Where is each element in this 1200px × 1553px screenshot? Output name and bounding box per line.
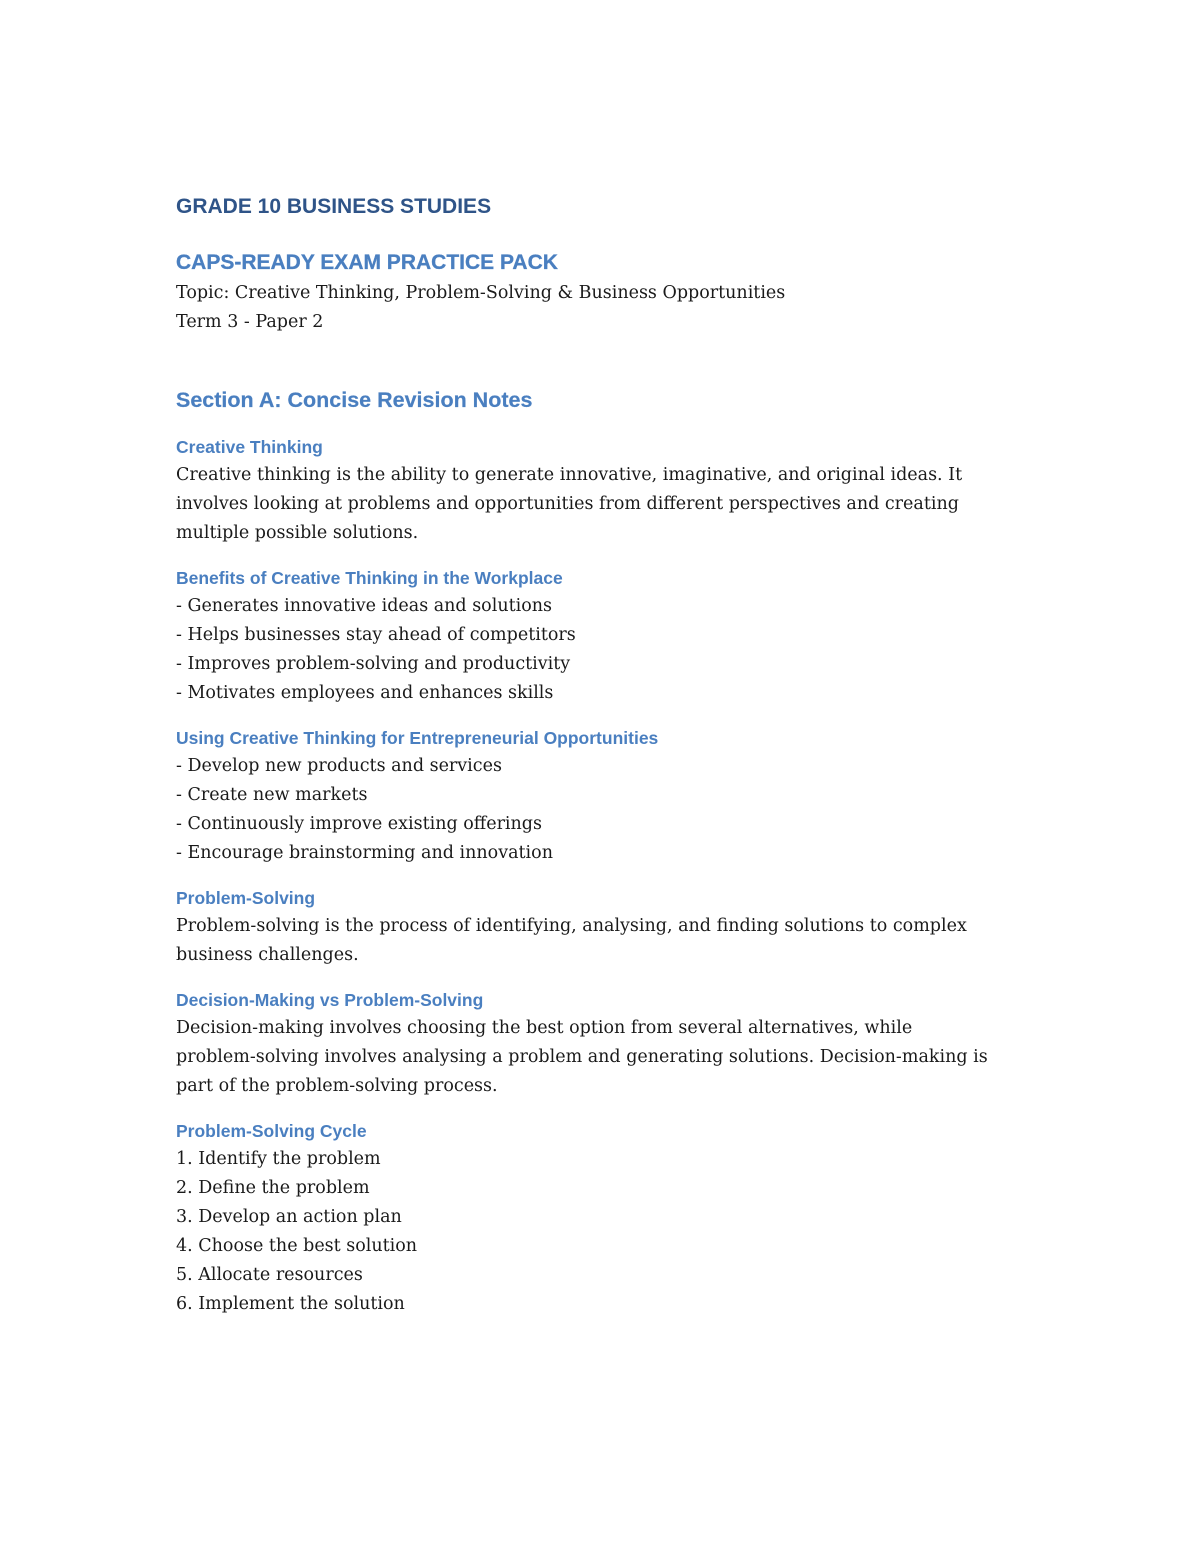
paragraph-line: multiple possible solutions. (176, 523, 419, 543)
problem-solving-paragraph (176, 912, 1056, 970)
cycle-list (176, 1145, 1056, 1319)
decision-vs-problem-heading: Decision-Making vs Problem-Solving (176, 990, 484, 1010)
benefits-list (176, 592, 1056, 708)
document-subtitle: CAPS-READY EXAM PRACTICE PACK (176, 251, 558, 274)
creative-thinking-heading: Creative Thinking (176, 437, 323, 457)
entrepreneurial-list (176, 752, 1056, 868)
list-item: 3. Develop an action plan (176, 1207, 402, 1227)
list-item: - Improves problem-solving and productivity (176, 654, 571, 674)
list-item: 1. Identify the problem (176, 1149, 381, 1169)
list-item: - Create new markets (176, 785, 368, 805)
list-item: - Motivates employees and enhances skills (176, 683, 554, 703)
section-a-heading: Section A: Concise Revision Notes (176, 388, 533, 412)
creative-thinking-block (176, 433, 1056, 548)
benefits-block (176, 564, 1056, 708)
term-line: Term 3 - Paper 2 (176, 312, 324, 332)
problem-solving-heading: Problem-Solving (176, 888, 316, 908)
problem-solving-block (176, 884, 1056, 970)
decision-vs-problem-paragraph (176, 1014, 1056, 1101)
paragraph-line: Problem-solving is the process of identifying, analysing, and finding solutions to complex (176, 916, 967, 936)
list-item: 6. Implement the solution (176, 1294, 405, 1314)
paragraph-line: business challenges. (176, 945, 359, 965)
paragraph-line: part of the problem-solving process. (176, 1076, 498, 1096)
paragraph-line: Decision-making involves choosing the best option from several alternatives, while (176, 1018, 913, 1038)
entrepreneurial-heading: Using Creative Thinking for Entrepreneurial Opportunities (176, 728, 659, 748)
paragraph-line: problem-solving involves analysing a problem and generating solutions. Decision-making is (176, 1047, 988, 1067)
cycle-block (176, 1117, 1056, 1319)
entrepreneurial-block (176, 724, 1056, 868)
list-item: - Encourage brainstorming and innovation (176, 843, 553, 863)
paragraph-line: Creative thinking is the ability to generate innovative, imaginative, and original ideas. It (176, 465, 963, 485)
list-item: - Continuously improve existing offerings (176, 814, 542, 834)
paragraph-line: involves looking at problems and opportunities from different perspectives and creating (176, 494, 959, 514)
list-item: 5. Allocate resources (176, 1265, 363, 1285)
document-page (176, 188, 1056, 1319)
document-title: GRADE 10 BUSINESS STUDIES (176, 195, 492, 218)
list-item: - Develop new products and services (176, 756, 502, 776)
list-item: - Helps businesses stay ahead of competitors (176, 625, 576, 645)
topic-line: Topic: Creative Thinking, Problem-Solving & Business Opportunities (176, 283, 786, 303)
benefits-heading: Benefits of Creative Thinking in the Workplace (176, 568, 563, 588)
creative-thinking-paragraph (176, 461, 1056, 548)
cycle-heading: Problem-Solving Cycle (176, 1121, 367, 1141)
list-item: - Generates innovative ideas and solutions (176, 596, 553, 616)
decision-vs-problem-block (176, 986, 1056, 1101)
list-item: 4. Choose the best solution (176, 1236, 418, 1256)
list-item: 2. Define the problem (176, 1178, 370, 1198)
